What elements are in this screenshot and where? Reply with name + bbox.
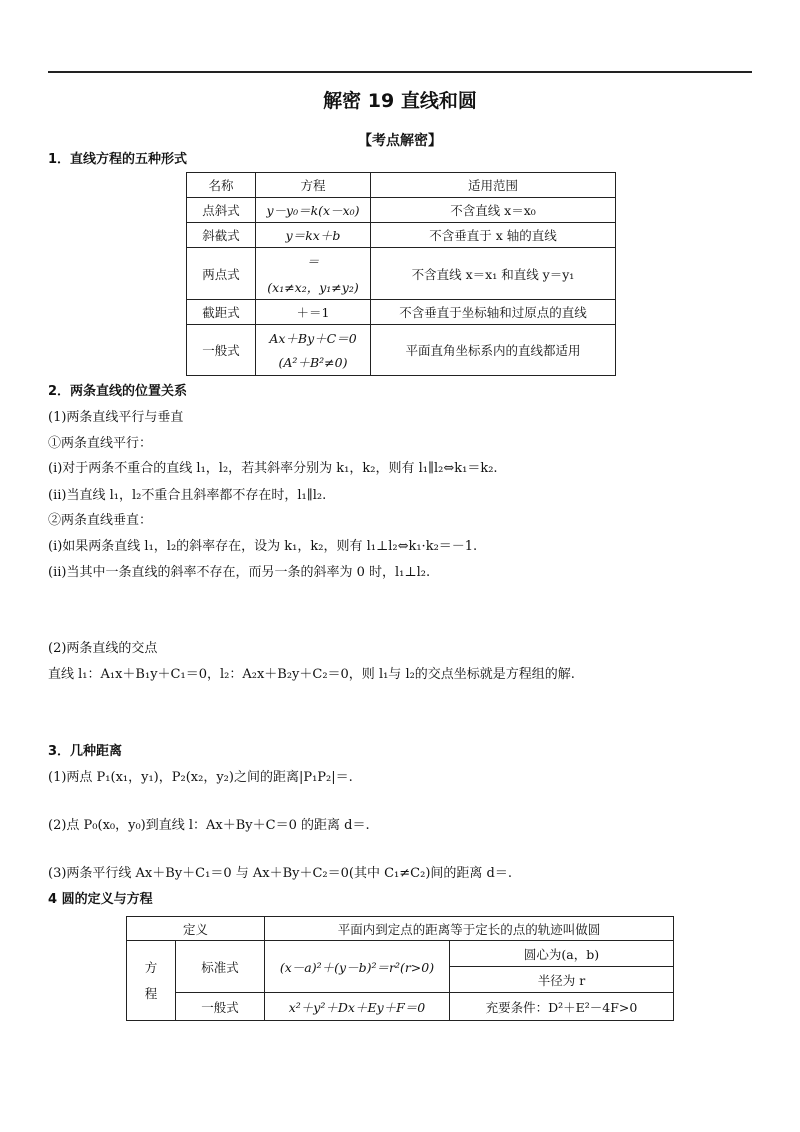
- eq-label-1: 方: [144, 959, 158, 975]
- row-eq: y－y₀＝k(x－x₀): [256, 198, 371, 223]
- s2-line: (2)两条直线的交点: [48, 641, 158, 656]
- circle-table: [126, 916, 674, 1021]
- gen-condition: 充要条件：D²＋E²－4F>0: [450, 993, 674, 1021]
- row-eq-line2: (A²＋B²≠0): [278, 355, 348, 370]
- s4-heading: 4 圆的定义与方程: [48, 892, 153, 907]
- line-forms-table: [186, 172, 616, 376]
- s2-heading: 2．两条直线的位置关系: [48, 384, 188, 399]
- s2-line: (ⅱ)当其中一条直线的斜率不存在，而另一条的斜率为 0 时，l₁⊥l₂.: [48, 565, 431, 580]
- gen-eq: x²＋y²＋Dx＋Ey＋F＝0: [265, 993, 450, 1021]
- row-eq: y＝kx＋b: [256, 223, 371, 248]
- s2-line: (1)两条直线平行与垂直: [48, 410, 184, 425]
- eq-label: [127, 941, 176, 1021]
- s3-line: (2)点 P₀(x₀，y₀)到直线 l：Ax＋By＋C＝0 的距离 d＝.: [48, 818, 370, 833]
- s2-line: (ⅰ)如果两条直线 l₁，l₂的斜率存在，设为 k₁，k₂，则有 l₁⊥l₂⇔k₁·k₂＝－1.: [48, 539, 478, 554]
- s2-line: (ⅱ)当直线 l₁，l₂不重合且斜率都不存在时，l₁∥l₂.: [48, 488, 327, 503]
- s3-line: (3)两条平行线 Ax＋By＋C₁＝0 与 Ax＋By＋C₂＝0(其中 C₁≠C₂)间的距离 d＝.: [48, 866, 512, 881]
- row-eq: ＋＝1: [256, 300, 371, 325]
- section-subtitle: 【考点解密】: [358, 133, 442, 149]
- row-range: 平面直角坐标系内的直线都适用: [371, 325, 616, 376]
- row-eq-line1: Ax＋By＋C＝0: [269, 331, 357, 346]
- page-title: 解密 19 直线和圆: [323, 90, 477, 112]
- s2-line: ②两条直线垂直：: [48, 513, 153, 528]
- gen-label: 一般式: [176, 993, 265, 1021]
- row-name: 点斜式: [187, 198, 256, 223]
- s3-line: (1)两点 P₁(x₁，y₁)，P₂(x₂，y₂)之间的距离|P₁P₂|＝.: [48, 770, 353, 785]
- th-eq: 方程: [256, 173, 371, 198]
- row-eq-line1: ＝: [306, 253, 320, 269]
- row-name: 斜截式: [187, 223, 256, 248]
- th-name: 名称: [187, 173, 256, 198]
- std-radius: 半径为 r: [450, 967, 674, 993]
- std-eq: (x－a)²＋(y－b)²＝r²(r>0): [265, 941, 450, 993]
- top-rule: [48, 71, 752, 73]
- row-name: 两点式: [187, 248, 256, 300]
- s1-heading: 1．直线方程的五种形式: [48, 152, 188, 167]
- row-range: 不含垂直于 x 轴的直线: [371, 223, 616, 248]
- std-center: 圆心为(a，b): [450, 941, 674, 967]
- def-label: 定义: [127, 917, 265, 941]
- th-range: 适用范围: [371, 173, 616, 198]
- row-name: 截距式: [187, 300, 256, 325]
- row-range: 不含直线 x＝x₀: [371, 198, 616, 223]
- row-range: 不含垂直于坐标轴和过原点的直线: [371, 300, 616, 325]
- s2-line: (ⅰ)对于两条不重合的直线 l₁，l₂，若其斜率分别为 k₁，k₂，则有 l₁∥l₂⇔k₁＝k₂.: [48, 461, 498, 476]
- s2-line: 直线 l₁：A₁x＋B₁y＋C₁＝0，l₂：A₂x＋B₂y＋C₂＝0，则 l₁与 l₂的交点坐标就是方程组的解.: [48, 667, 575, 682]
- row-eq-line2: (x₁≠x₂，y₁≠y₂): [267, 279, 359, 295]
- s2-line: ①两条直线平行：: [48, 436, 153, 451]
- std-label: 标准式: [176, 941, 265, 993]
- row-range: 不含直线 x＝x₁ 和直线 y＝y₁: [371, 248, 616, 300]
- def-text: 平面内到定点的距离等于定长的点的轨迹叫做圆: [265, 917, 674, 941]
- row-eq: [256, 325, 371, 376]
- s3-heading: 3．几种距离: [48, 744, 123, 759]
- row-eq: [256, 248, 371, 300]
- eq-label-2: 程: [144, 985, 158, 1001]
- row-name: 一般式: [187, 325, 256, 376]
